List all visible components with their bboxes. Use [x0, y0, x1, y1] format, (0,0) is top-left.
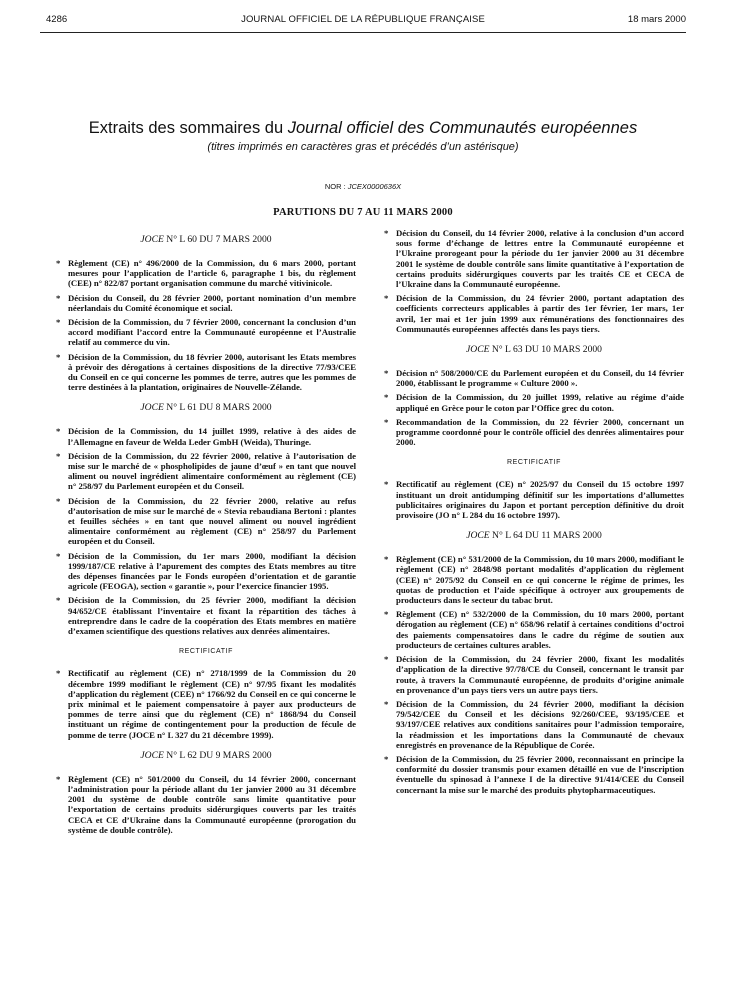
asterisk-marker: * [384, 392, 389, 403]
list-item [384, 293, 684, 334]
page-number: 4286 [46, 14, 68, 25]
asterisk-marker: * [384, 228, 389, 238]
entry-text: Décision de la Commission, du 18 février 2000, autorisant les Etats membres à prévoir des dérogations à certaines dispositions de la directive 77/93/CEE du Conseil en ce qui concerne les pommes de terre, autres que les pommes de terre destinées à la plantation, originaires de Nouvelle-Zélande. [68, 351, 356, 393]
list-item [56, 451, 356, 492]
nor-label: NOR : [324, 182, 348, 191]
asterisk-marker: * [384, 416, 389, 427]
entry-text: Rectificatif au règlement (CE) n° 2718/1999 de la Commission du 20 décembre 1999 modifiant le règlement (CE) n° 97/95 fixant les modalités d’application du règlement (CEE) n° 1766/92 du Conseil en ce qui concerne le prix minimal et le paiement compensatoire à payer aux producteurs de pommes de terre ainsi que du règlement (CE) n° 1868/94 du Conseil instituant un régime de contingentement pour la production de fécule de pomme de terre (JOCE n° L 327 du 21 décembre 1999). [68, 668, 356, 740]
asterisk-marker: * [384, 753, 389, 764]
section-heading [384, 530, 684, 541]
asterisk-marker: * [56, 351, 61, 362]
page-header [40, 12, 686, 33]
entry-text: Règlement (CE) n° 532/2000 de la Commission, du 10 mars 2000, portant dérogation au règlement (CE) n° 658/96 relatif à certaines conditions d’octroi des paiements compensatoires dans le cadre du régime de soutien aux producteurs de certaines cultures arables. [396, 609, 684, 650]
publication-abbrev: JOCE [466, 344, 490, 356]
list-item [384, 417, 684, 448]
publication-abbrev: JOCE [140, 234, 164, 245]
parutions-heading: PARUTIONS DU 7 AU 11 MARS 2000 [273, 207, 453, 218]
section-issue: N° L 62 DU 9 MARS 2000 [163, 749, 272, 761]
asterisk-marker: * [56, 292, 61, 303]
list-item [384, 554, 684, 605]
title-prefix: Extraits des sommaires du [88, 119, 288, 137]
journal-title: JOURNAL OFFICIEL DE LA RÉPUBLIQUE FRANÇAISE [241, 14, 485, 25]
entry-text: Décision de la Commission, du 22 février 2000, relative à l’autorisation de mise sur le marché de « phospholipides de jaune d’œuf » en tant que nouvel aliment ou nouvel ingrédient alimentaire conformément au règlement (CE) n° 258/97 du Parlement européen et du Conseil. [68, 450, 356, 492]
list-item [56, 258, 356, 289]
asterisk-marker: * [56, 773, 61, 784]
rectificatif-heading: RECTIFICATIF [506, 459, 562, 467]
asterisk-marker: * [384, 554, 389, 565]
left-column [56, 228, 356, 839]
list-item [56, 551, 356, 592]
entry-text: Décision du Conseil, du 28 février 2000, portant nomination d’un membre néerlandais du Comité économique et social. [68, 292, 356, 313]
list-item [384, 392, 684, 412]
section-heading [56, 402, 356, 413]
entry-text: Décision de la Commission, du 24 février 2000, portant adaptation des coefficients correcteurs applicables à partir des 1er février, 1er mars, 1er avril, 1er mai et 1er juin 1999 aux rémunérations des fonctionnaires des Communautés européennes affectés dans les pays tiers. [396, 293, 684, 334]
list-item [56, 774, 356, 835]
list-item [384, 368, 684, 388]
issue-date: 18 mars 2000 [627, 14, 686, 25]
rectificatif-heading: RECTIFICATIF [178, 648, 234, 656]
entry-text: Règlement (CE) n° 496/2000 de la Commission, du 6 mars 2000, portant mesures pour l’application de l’article 6, paragraphe 1 bis, du règlement (CEE) n° 822/87 portant organisation commune du marché vitivinicole. [68, 258, 356, 289]
list-item [56, 496, 356, 547]
entry-text: Règlement (CE) n° 531/2000 de la Commission, du 10 mars 2000, modifiant le règlement (CE) n° 2848/98 portant modalités d’application du règlement (CEE) n° 2075/92 du Conseil en ce qui concerne le régime de primes, les quotas de production et l’aide spécifique à octroyer aux groupements de producteurs dans le secteur du tabac brut. [396, 554, 684, 606]
entry-text: Décision de la Commission, du 20 juillet 1999, relative au régime d’aide appliqué en Grèce pour le coton par l’Office grec du coton. [396, 392, 684, 413]
asterisk-marker: * [56, 317, 61, 328]
asterisk-marker: * [56, 595, 61, 606]
section-heading [56, 750, 356, 761]
list-item [56, 426, 356, 446]
list-item [384, 754, 684, 795]
right-column [384, 228, 684, 799]
title-journal-name: Journal officiel des Communautés européennes [287, 119, 638, 137]
entry-text: Décision de la Commission, du 1er mars 2000, modifiant la décision 1999/187/CE relative à l’apurement des comptes des Etats membres au titre des dépenses financées par le Fonds européen d’orientation et de garantie agricole (FEOGA), section « garantie », pour l’exercice financier 1995. [68, 550, 356, 592]
section-issue: N° L 60 DU 7 MARS 2000 [163, 234, 272, 245]
section-issue: N° L 61 DU 8 MARS 2000 [163, 402, 272, 414]
nor-code: JCEX0000636X [347, 182, 402, 191]
entry-text: Décision de la Commission, du 22 février 2000, relative au refus d’autorisation de mise sur le marché de « Stevia rebaudiana Bertoni : plantes et feuilles séchées » en tant que nouvel aliment ou nouvel ingrédient alimentaire conformément au règlement (CE) n° 258/97 du Parlement européen et du Conseil. [68, 495, 356, 547]
entry-text: Rectificatif au règlement (CE) n° 2025/97 du Conseil du 15 octobre 1997 instituant un droit antidumping définitif sur les importations d’allumettes publicitaires originaires du Japon et portant perception définitive du droit provisoire (JO n° L 284 du 16 octobre 1997). [396, 479, 684, 521]
asterisk-marker: * [56, 450, 61, 461]
list-item [56, 668, 356, 739]
entry-text: Décision de la Commission, du 7 février 2000, concernant la conclusion d’un accord modifiant l’accord entre la Communauté européenne et l’Australie relatif au commerce du vin. [68, 317, 356, 348]
list-item [56, 293, 356, 313]
section-heading [384, 344, 684, 355]
asterisk-marker: * [56, 550, 61, 561]
asterisk-marker: * [56, 258, 61, 268]
asterisk-marker: * [384, 293, 389, 304]
subtitle: (titres imprimés en caractères gras et précédés d’un astérisque) [207, 141, 519, 153]
entry-text: Décision de la Commission, du 25 février 2000, reconnaissant en principe la conformité du dossier transmis pour examen détaillé en vue de l’inscription éventuelle du spinosad à l’annexe I de la directive 91/414/CEE du Conseil concernant la mise sur le marché des produits phytopharmaceutiques. [396, 753, 684, 795]
list-item [384, 609, 684, 650]
entry-text: Décision n° 508/2000/CE du Parlement européen et du Conseil, du 14 février 2000, établissant le programme « Culture 2000 ». [396, 368, 684, 389]
asterisk-marker: * [56, 426, 61, 437]
asterisk-marker: * [384, 698, 389, 709]
nor-reference [40, 182, 686, 191]
publication-abbrev: JOCE [466, 530, 490, 542]
entry-text: Décision du Conseil, du 14 février 2000, relative à la conclusion d’un accord sous forme d’échange de lettres entre la Communauté européenne et l’Ukraine prorogeant pour la période du 1er janvier 2000 au 31 décembre 2001 le système de double contrôle sans limite quantitative à l’exportation de certains produits sidérurgiques couverts par les traités CE et CECA de l’Ukraine dans la Communauté européenne. [396, 228, 684, 290]
publication-abbrev: JOCE [140, 402, 164, 414]
asterisk-marker: * [384, 654, 389, 665]
list-item [56, 595, 356, 636]
list-item [56, 317, 356, 348]
section-issue: N° L 64 DU 11 MARS 2000 [489, 530, 602, 542]
list-item [384, 654, 684, 695]
main-title [40, 118, 686, 138]
entry-text: Recommandation de la Commission, du 22 février 2000, concernant un programme coordonné pour le contrôle officiel des denrées alimentaires pour 2000. [396, 416, 684, 448]
list-item [384, 699, 684, 750]
list-item [384, 228, 684, 289]
list-item [56, 352, 356, 393]
list-item [384, 479, 684, 520]
asterisk-marker: * [56, 668, 61, 679]
asterisk-marker: * [56, 495, 61, 506]
asterisk-marker: * [384, 479, 389, 490]
publication-abbrev: JOCE [140, 749, 164, 761]
entry-text: Décision de la Commission, du 24 février 2000, modifiant la décision 79/542/CEE du Conseil et les décisions 92/260/CEE, 93/195/CEE et 93/197/CEE relatives aux conditions sanitaires pour l’admission temporaire, la réadmission et les importations dans la Communauté de chevaux enregistrés en provenance de la République de Corée. [396, 698, 684, 750]
entry-text: Décision de la Commission, du 25 février 2000, modifiant la décision 94/652/CE établissant l’inventaire et fixant la répartition des tâches à entreprendre dans le cadre de la coopération des Etats membres en matière d’examen scientifique des questions relatives aux denrées alimentaires. [68, 595, 356, 637]
entry-text: Règlement (CE) n° 501/2000 du Conseil, du 14 février 2000, concernant l’administration pour la période allant du 1er janvier 2000 au 31 décembre 2001 du système de double contrôle sans limite quantitative pour l’exportation de certains produits sidérurgiques couverts par les traités CECA et CE d’Ukraine dans la Communauté européenne (prorogation du système de double contrôle). [68, 773, 356, 835]
asterisk-marker: * [384, 609, 389, 620]
section-heading [56, 234, 356, 245]
asterisk-marker: * [384, 368, 389, 379]
entry-text: Décision de la Commission, du 24 février 2000, fixant les modalités d’application de la directive 97/78/CE du Conseil, concernant le transit par route, à travers la Communauté européenne, de produits d’origine animale en provenance d’un pays tiers vers un autre pays tiers. [396, 654, 684, 695]
title-block [40, 118, 686, 153]
entry-text: Décision de la Commission, du 14 juillet 1999, relative à des aides de l’Allemagne en faveur de Welda Leder GmbH (Weida), Thuringe. [68, 426, 356, 447]
section-issue: N° L 63 DU 10 MARS 2000 [489, 344, 602, 356]
